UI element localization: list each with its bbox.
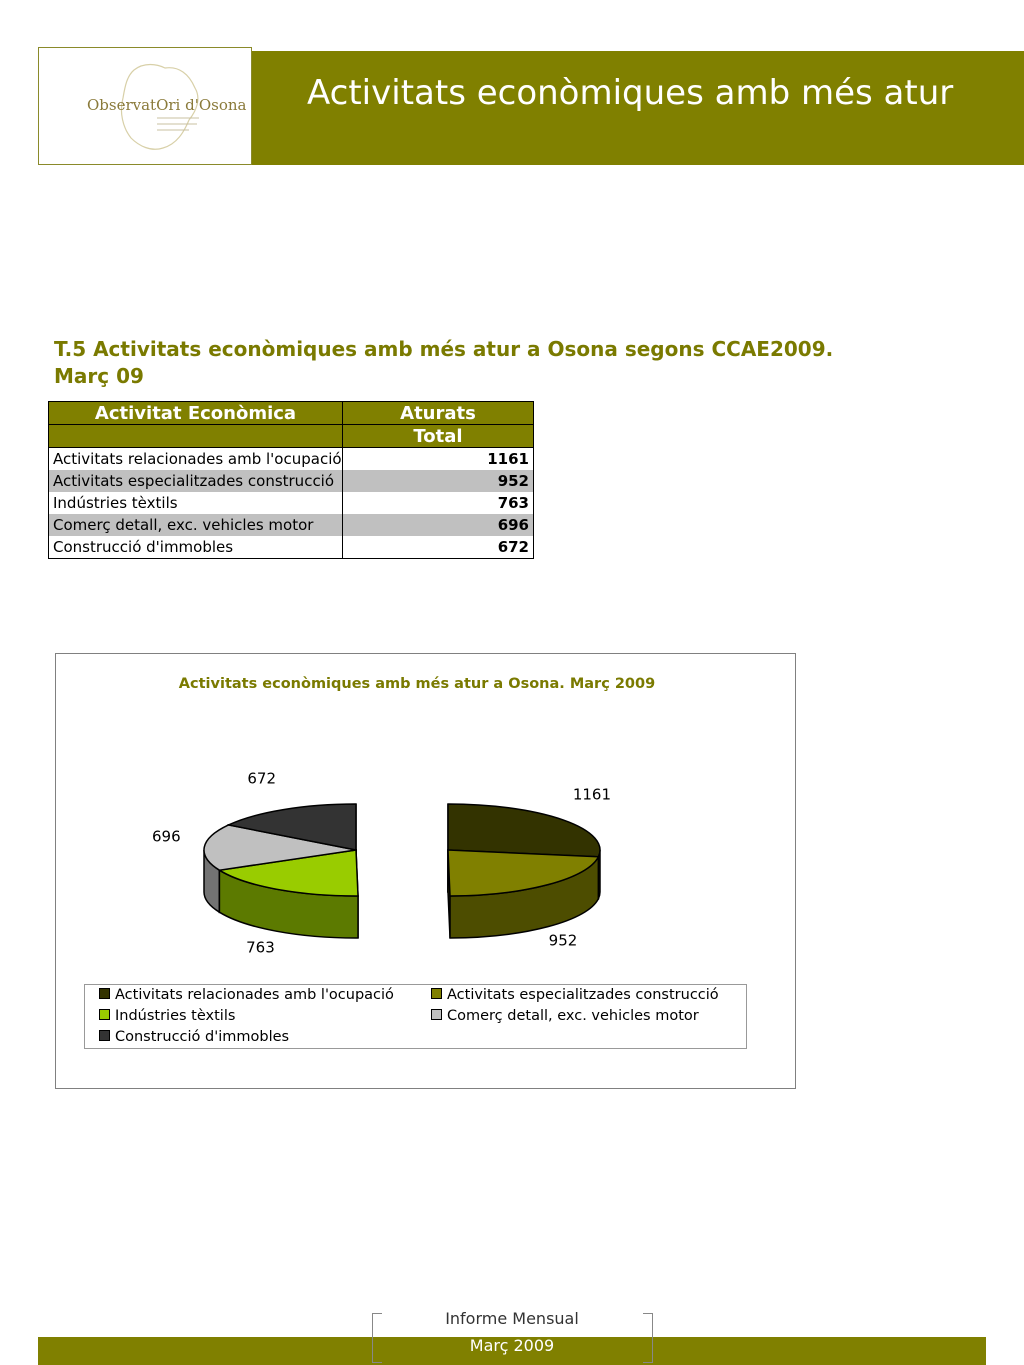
column-header-activity: Activitat Econòmica (49, 402, 343, 425)
table-row (49, 448, 534, 471)
legend-label: Construcció d'immobles (115, 1029, 290, 1045)
pie-data-label: 696 (152, 827, 181, 846)
section-title-line2: Març 09 (54, 364, 144, 388)
table-header-row (49, 402, 534, 425)
page-title: Activitats econòmiques amb més atur (307, 73, 954, 113)
table-cell-activity: Construcció d'immobles (49, 536, 343, 559)
pie-chart (56, 654, 795, 984)
pie-data-label: 1161 (572, 785, 612, 804)
table-row (49, 470, 534, 492)
legend-swatch (431, 1009, 442, 1020)
legend-label: Indústries tèxtils (115, 1008, 236, 1024)
logo-box (38, 47, 252, 165)
table-cell-value: 672 (343, 536, 534, 559)
legend-item (431, 985, 719, 1005)
chart-title: Activitats econòmiques amb més atur a Osona. Març 2009 (178, 676, 656, 692)
table-cell-activity: Activitats relacionades amb l'ocupació (49, 448, 343, 471)
section-title-line1: T.5 Activitats econòmiques amb més atur a Osona segons CCAE2009. (54, 337, 834, 361)
table-row (49, 536, 534, 559)
logo-text: ObservatOri d'Osona (87, 96, 247, 114)
column-subheader-empty (49, 425, 343, 448)
header-banner (252, 51, 1024, 165)
pie-data-label: 763 (246, 938, 275, 957)
table-cell-activity: Indústries tèxtils (49, 492, 343, 514)
observatori-logo (39, 48, 253, 166)
table-cell-value: 952 (343, 470, 534, 492)
legend-swatch (99, 1030, 110, 1041)
table-cell-value: 763 (343, 492, 534, 514)
legend-item (99, 1006, 235, 1026)
column-subheader-total: Total (343, 425, 534, 448)
footer-date: Març 2009 (469, 1336, 555, 1355)
table-cell-activity: Activitats especialitzades construcció (49, 470, 343, 492)
table-row (49, 514, 534, 536)
legend-swatch (99, 988, 110, 999)
table-row (49, 492, 534, 514)
legend-swatch (99, 1009, 110, 1020)
pie-data-label: 952 (548, 931, 578, 950)
unemployment-table (48, 401, 534, 559)
legend-label: Activitats especialitzades construcció (447, 987, 719, 1003)
table-subheader-row (49, 425, 534, 448)
pie-data-label: 672 (247, 769, 277, 788)
legend-label: Comerç detall, exc. vehicles motor (447, 1008, 699, 1024)
table-cell-activity: Comerç detall, exc. vehicles motor (49, 514, 343, 536)
table-cell-value: 1161 (343, 448, 534, 471)
footer-label: Informe Mensual (445, 1309, 579, 1328)
column-header-unemployed: Aturats (343, 402, 534, 425)
legend-swatch (431, 988, 442, 999)
chart-container (55, 653, 796, 1089)
legend-item (99, 985, 394, 1005)
section-title (54, 336, 934, 390)
table-cell-value: 696 (343, 514, 534, 536)
legend-label: Activitats relacionades amb l'ocupació (115, 987, 394, 1003)
legend-item (431, 1006, 699, 1026)
legend-item (99, 1027, 289, 1047)
pie-slice-top (448, 804, 600, 857)
chart-legend (84, 984, 747, 1049)
